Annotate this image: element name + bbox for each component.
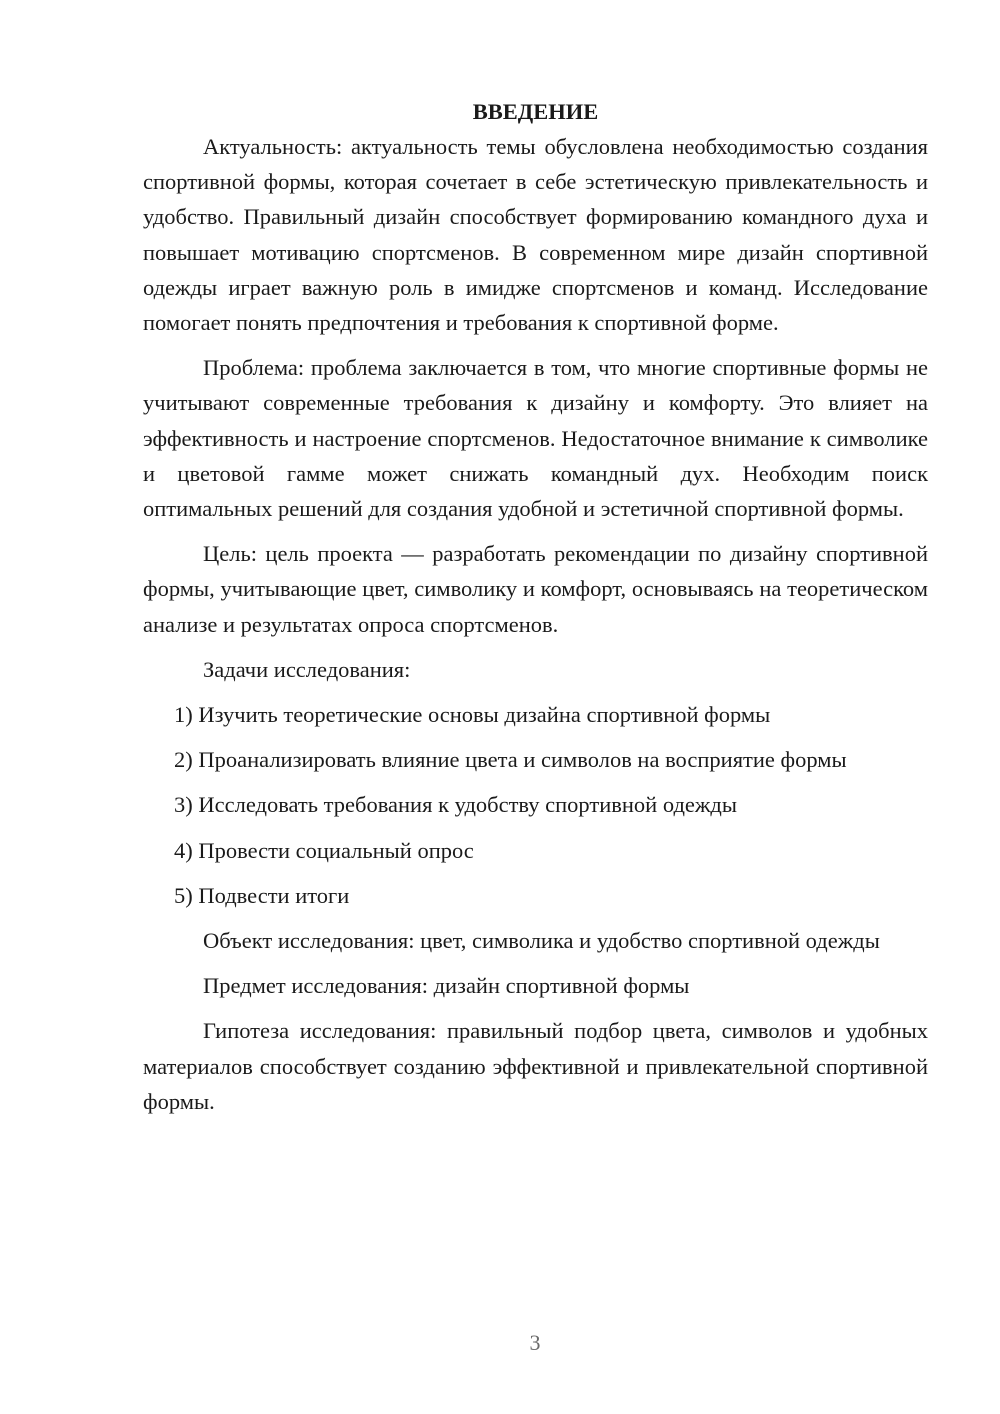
goal-paragraph: Цель: цель проекта — разработать рекомендации по дизайну спортивной формы, учитывающие цвет, символику и комфорт, основываясь на теоретическом анализе и результатах опроса спортсменов. [143, 541, 928, 637]
subject-paragraph: Предмет исследования: дизайн спортивной формы [203, 973, 690, 999]
relevance-paragraph: Актуальность: актуальность темы обусловлена необходимостью создания спортивной формы, которая сочетает в себе эстетическую привлекательность и удобство. Правильный дизайн способствует формированию командного духа и повышает мотивацию спортсменов. В современном мире дизайн спортивной одежды играет важную роль в имидже спортсменов и команд. Исследование помогает понять предпочтения и требования к спортивной форме. [143, 134, 928, 336]
problem-paragraph: Проблема: проблема заключается в том, что многие спортивные формы не учитывают современные требования к дизайну и комфорту. Это влияет на эффективность и настроение спортсменов. Недостаточное внимание к символике и цветовой гамме может снижать командный дух. Необходим поиск оптимальных решений для создания удобной и эстетичной спортивной формы. [143, 355, 928, 522]
list-item: 5) Подвести итоги [174, 882, 350, 908]
object-paragraph: Объект исследования: цвет, символика и удобство спортивной одежды [203, 928, 880, 954]
list-item: 1) Изучить теоретические основы дизайна спортивной формы [174, 702, 771, 728]
hypothesis-paragraph: Гипотеза исследования: правильный подбор цвета, символов и удобных материалов способствует созданию эффективной и привлекательной спортивной формы. [143, 1018, 928, 1114]
tasks-heading: Задачи исследования: [203, 656, 411, 682]
list-item: 4) Провести социальный опрос [174, 837, 474, 863]
page-content [143, 94, 928, 1119]
list-item: 2) Проанализировать влияние цвета и символов на восприятие формы [174, 747, 847, 773]
page-title: ВВЕДЕНИЕ [472, 99, 599, 124]
tasks-list [143, 697, 928, 913]
list-item: 3) Исследовать требования к удобству спортивной одежды [174, 792, 737, 818]
page-number: 3 [529, 1330, 541, 1355]
